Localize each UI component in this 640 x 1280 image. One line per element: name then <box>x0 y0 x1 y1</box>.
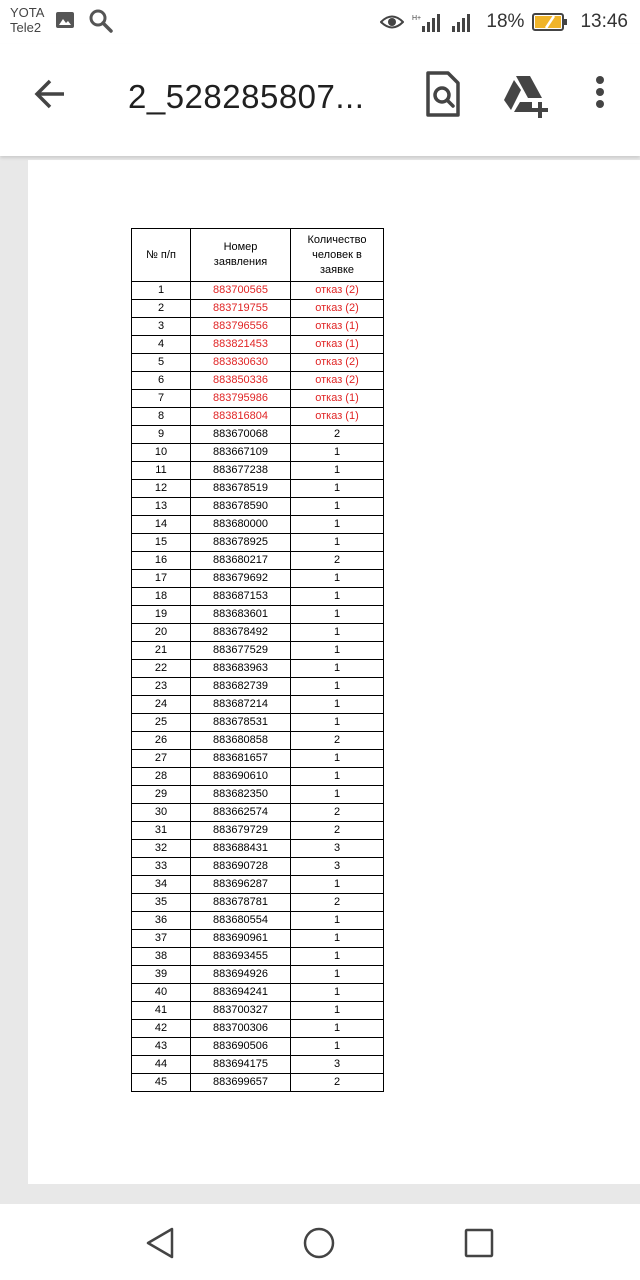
row-number: 38 <box>132 948 191 966</box>
application-number: 883683601 <box>191 606 291 624</box>
application-number: 883678925 <box>191 534 291 552</box>
table-row <box>132 300 384 318</box>
application-number: 883679729 <box>191 822 291 840</box>
table-row <box>132 1020 384 1038</box>
people-count: 3 <box>291 840 384 858</box>
people-count: 1 <box>291 1020 384 1038</box>
application-number: 883662574 <box>191 804 291 822</box>
table-row <box>132 1002 384 1020</box>
table-row <box>132 408 384 426</box>
row-number: 2 <box>132 300 191 318</box>
row-number: 22 <box>132 660 191 678</box>
row-number: 18 <box>132 588 191 606</box>
row-number: 29 <box>132 786 191 804</box>
people-count: отказ (2) <box>291 300 384 318</box>
people-count: отказ (1) <box>291 390 384 408</box>
table-row <box>132 588 384 606</box>
status-bar <box>0 0 640 44</box>
app-bar <box>0 44 640 156</box>
table-row <box>132 570 384 588</box>
people-count: 1 <box>291 678 384 696</box>
application-number: 883682350 <box>191 786 291 804</box>
table-row <box>132 444 384 462</box>
table-row <box>132 534 384 552</box>
application-number: 883696287 <box>191 876 291 894</box>
table-row <box>132 336 384 354</box>
people-count: 1 <box>291 696 384 714</box>
people-count: 1 <box>291 786 384 804</box>
row-number: 26 <box>132 732 191 750</box>
table-row <box>132 912 384 930</box>
row-number: 23 <box>132 678 191 696</box>
application-number: 883690610 <box>191 768 291 786</box>
people-count: 1 <box>291 606 384 624</box>
row-number: 1 <box>132 282 191 300</box>
application-number: 883683963 <box>191 660 291 678</box>
row-number: 11 <box>132 462 191 480</box>
people-count: 1 <box>291 660 384 678</box>
people-count: 1 <box>291 984 384 1002</box>
nav-home-icon[interactable] <box>302 1226 336 1260</box>
table-row <box>132 948 384 966</box>
application-number: 883694926 <box>191 966 291 984</box>
table-row <box>132 786 384 804</box>
table-row <box>132 372 384 390</box>
people-count: отказ (1) <box>291 318 384 336</box>
row-number: 17 <box>132 570 191 588</box>
row-number: 35 <box>132 894 191 912</box>
table-row <box>132 750 384 768</box>
table-row <box>132 678 384 696</box>
pdf-page <box>28 160 640 1184</box>
application-number: 883719755 <box>191 300 291 318</box>
people-count: 1 <box>291 516 384 534</box>
application-number: 883680554 <box>191 912 291 930</box>
row-number: 12 <box>132 480 191 498</box>
row-number: 4 <box>132 336 191 354</box>
row-number: 24 <box>132 696 191 714</box>
row-number: 25 <box>132 714 191 732</box>
row-number: 30 <box>132 804 191 822</box>
people-count: 2 <box>291 804 384 822</box>
row-number: 44 <box>132 1056 191 1074</box>
row-number: 7 <box>132 390 191 408</box>
application-number: 883678492 <box>191 624 291 642</box>
people-count: 1 <box>291 570 384 588</box>
people-count: 1 <box>291 480 384 498</box>
people-count: 1 <box>291 624 384 642</box>
table-row <box>132 426 384 444</box>
table-row <box>132 354 384 372</box>
people-count: 2 <box>291 1074 384 1092</box>
table-row <box>132 768 384 786</box>
row-number: 45 <box>132 1074 191 1092</box>
row-number: 3 <box>132 318 191 336</box>
people-count: 3 <box>291 1056 384 1074</box>
row-number: 34 <box>132 876 191 894</box>
table-row <box>132 462 384 480</box>
search-icon <box>88 8 114 34</box>
row-number: 10 <box>132 444 191 462</box>
carrier-2: Tele2 <box>10 20 42 35</box>
row-number: 42 <box>132 1020 191 1038</box>
application-number: 883690728 <box>191 858 291 876</box>
row-number: 37 <box>132 930 191 948</box>
application-number: 883678781 <box>191 894 291 912</box>
people-count: 2 <box>291 552 384 570</box>
table-row <box>132 516 384 534</box>
people-count: 1 <box>291 642 384 660</box>
table-row <box>132 480 384 498</box>
application-number: 883816804 <box>191 408 291 426</box>
people-count: отказ (2) <box>291 354 384 372</box>
row-number: 15 <box>132 534 191 552</box>
people-count: 1 <box>291 930 384 948</box>
table-row <box>132 660 384 678</box>
people-count: отказ (1) <box>291 408 384 426</box>
application-number: 883687214 <box>191 696 291 714</box>
battery-percent: 18% <box>486 11 525 32</box>
row-number: 19 <box>132 606 191 624</box>
table-row <box>132 714 384 732</box>
people-count: 1 <box>291 534 384 552</box>
people-count: отказ (2) <box>291 282 384 300</box>
application-number: 883693455 <box>191 948 291 966</box>
row-number: 9 <box>132 426 191 444</box>
application-number: 883700306 <box>191 1020 291 1038</box>
people-count: 1 <box>291 1038 384 1056</box>
back-arrow-icon[interactable] <box>30 74 70 114</box>
nav-recents-icon[interactable] <box>464 1228 494 1258</box>
row-number: 41 <box>132 1002 191 1020</box>
application-number: 883677529 <box>191 642 291 660</box>
people-count: 1 <box>291 876 384 894</box>
drive-add-icon[interactable] <box>502 72 552 118</box>
image-icon <box>56 12 74 28</box>
application-number: 883678531 <box>191 714 291 732</box>
application-number: 883679692 <box>191 570 291 588</box>
people-count: 1 <box>291 714 384 732</box>
people-count: 1 <box>291 444 384 462</box>
people-count: 2 <box>291 426 384 444</box>
table-row <box>132 606 384 624</box>
table-row <box>132 804 384 822</box>
application-number: 883796556 <box>191 318 291 336</box>
people-count: 1 <box>291 912 384 930</box>
eye-icon <box>380 13 404 31</box>
application-number: 883699657 <box>191 1074 291 1092</box>
table-row <box>132 624 384 642</box>
table-row <box>132 1056 384 1074</box>
application-number: 883681657 <box>191 750 291 768</box>
table-row <box>132 984 384 1002</box>
application-number: 883667109 <box>191 444 291 462</box>
row-number: 36 <box>132 912 191 930</box>
table-row <box>132 966 384 984</box>
application-number: 883680000 <box>191 516 291 534</box>
table-row <box>132 1038 384 1056</box>
people-count: 1 <box>291 966 384 984</box>
row-number: 6 <box>132 372 191 390</box>
application-number: 883682739 <box>191 678 291 696</box>
pdf-viewer[interactable] <box>0 156 640 1204</box>
row-number: 8 <box>132 408 191 426</box>
application-number: 883690961 <box>191 930 291 948</box>
navigation-bar <box>0 1204 640 1280</box>
table-row <box>132 1074 384 1092</box>
application-number: 883700565 <box>191 282 291 300</box>
application-number: 883694175 <box>191 1056 291 1074</box>
people-count: отказ (1) <box>291 336 384 354</box>
table-row <box>132 282 384 300</box>
table-row <box>132 390 384 408</box>
table-row <box>132 876 384 894</box>
nav-back-icon[interactable] <box>144 1226 176 1260</box>
table-row <box>132 696 384 714</box>
row-number: 5 <box>132 354 191 372</box>
row-number: 33 <box>132 858 191 876</box>
table-row <box>132 498 384 516</box>
application-number: 883680858 <box>191 732 291 750</box>
table-header-row <box>132 229 384 282</box>
people-count: 2 <box>291 894 384 912</box>
people-count: 1 <box>291 588 384 606</box>
application-number: 883700327 <box>191 1002 291 1020</box>
battery-icon <box>532 12 568 32</box>
row-number: 20 <box>132 624 191 642</box>
people-count: 3 <box>291 858 384 876</box>
application-number: 883821453 <box>191 336 291 354</box>
svg-text:H+: H+ <box>412 15 422 22</box>
row-number: 43 <box>132 1038 191 1056</box>
signal-icon <box>450 12 478 32</box>
people-count: 1 <box>291 462 384 480</box>
people-count: 1 <box>291 498 384 516</box>
more-vert-icon[interactable] <box>588 72 612 116</box>
table-row <box>132 732 384 750</box>
row-number: 27 <box>132 750 191 768</box>
row-number: 21 <box>132 642 191 660</box>
people-count: 1 <box>291 948 384 966</box>
signal-icon <box>412 12 442 32</box>
row-number: 14 <box>132 516 191 534</box>
people-count: 1 <box>291 750 384 768</box>
row-number: 13 <box>132 498 191 516</box>
table-row <box>132 642 384 660</box>
header-count: Количество человек в заявке <box>291 229 384 282</box>
status-right <box>380 8 628 36</box>
document-title: 2_528285807... <box>128 78 365 115</box>
clock: 13:46 <box>580 11 628 32</box>
application-number: 883687153 <box>191 588 291 606</box>
people-count: 2 <box>291 732 384 750</box>
row-number: 40 <box>132 984 191 1002</box>
application-number: 883678519 <box>191 480 291 498</box>
table-row <box>132 894 384 912</box>
find-in-page-icon[interactable] <box>420 70 464 118</box>
people-count: 2 <box>291 822 384 840</box>
row-number: 39 <box>132 966 191 984</box>
table-row <box>132 930 384 948</box>
people-count: 1 <box>291 768 384 786</box>
header-application: Номер заявления <box>191 229 291 282</box>
table-body <box>132 282 384 1092</box>
table-row <box>132 858 384 876</box>
table-row <box>132 840 384 858</box>
table-row <box>132 552 384 570</box>
application-number: 883690506 <box>191 1038 291 1056</box>
application-number: 883850336 <box>191 372 291 390</box>
row-number: 32 <box>132 840 191 858</box>
application-number: 883680217 <box>191 552 291 570</box>
application-number: 883688431 <box>191 840 291 858</box>
carrier-1: YOTA <box>10 5 45 20</box>
carrier-names <box>10 5 44 35</box>
application-number: 883678590 <box>191 498 291 516</box>
application-number: 883677238 <box>191 462 291 480</box>
application-number: 883670068 <box>191 426 291 444</box>
row-number: 31 <box>132 822 191 840</box>
application-number: 883795986 <box>191 390 291 408</box>
people-count: 1 <box>291 1002 384 1020</box>
people-count: отказ (2) <box>291 372 384 390</box>
application-number: 883694241 <box>191 984 291 1002</box>
header-num: № п/п <box>132 229 191 282</box>
applications-table <box>131 228 384 1092</box>
table-row <box>132 318 384 336</box>
row-number: 16 <box>132 552 191 570</box>
application-number: 883830630 <box>191 354 291 372</box>
table-row <box>132 822 384 840</box>
row-number: 28 <box>132 768 191 786</box>
